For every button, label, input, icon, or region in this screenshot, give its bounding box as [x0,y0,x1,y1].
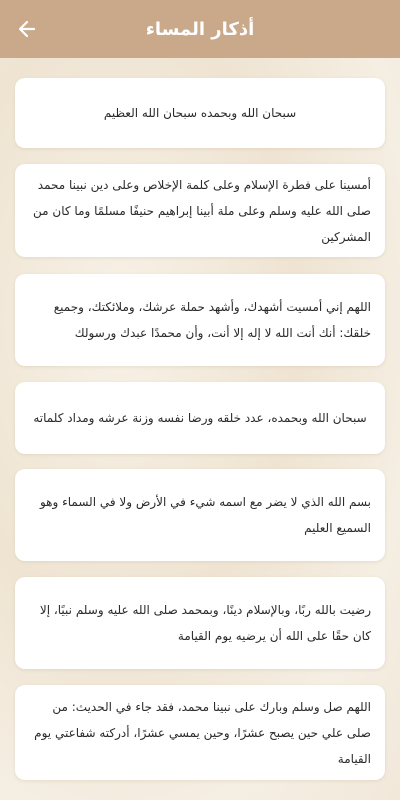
dhikr-text: اللهم صل وسلم وبارك على نبينا محمد، فقد جاء في الحديث: من صلى علي حين يصبح عشرًا، وحين يمسي عشرًا، أدركته شفاعتي يوم القيامة [34,699,371,766]
dhikr-card[interactable] [15,577,385,669]
dhikr-text: سبحان الله وبحمده سبحان الله العظيم [103,106,297,120]
arrow-left-icon [17,19,37,39]
app-bar [0,0,400,58]
dhikr-text: اللهم إني أمسيت أشهدك، وأشهد حملة عرشك، وملائكتك، وجميع خلقك: أنك أنت الله لا إله إلا أنت، وأن محمدًا عبدك ورسولك [53,300,371,340]
dhikr-card[interactable] [15,382,385,454]
dhikr-card[interactable] [15,469,385,561]
dhikr-card[interactable] [15,78,385,148]
dhikr-card[interactable] [15,274,385,366]
adhkar-list[interactable] [0,58,400,800]
page-title: أذكار المساء [145,18,255,40]
dhikr-text: رضيت بالله ربًا، وبالإسلام دينًا، وبمحمد صلى الله عليه وسلم نبيًا، إلا كان حقًا على الله أن يرضيه يوم القيامة [39,603,371,643]
dhikr-card[interactable] [15,685,385,780]
dhikr-text: بسم الله الذي لا يضر مع اسمه شيء في الأرض ولا في السماء وهو السميع العليم [39,495,371,535]
dhikr-text: أمسينا على فطرة الإسلام وعلى كلمة الإخلاص وعلى دين نبينا محمد صلى الله عليه وسلم وعلى ملة أبينا إبراهيم حنيفًا مسلمًا وما كان من المشركين [33,177,371,244]
back-button[interactable] [12,14,42,44]
dhikr-text: سبحان الله وبحمده، عدد خلقه ورضا نفسه وزنة عرشه ومداد كلماته [33,411,367,425]
dhikr-card[interactable] [15,164,385,257]
